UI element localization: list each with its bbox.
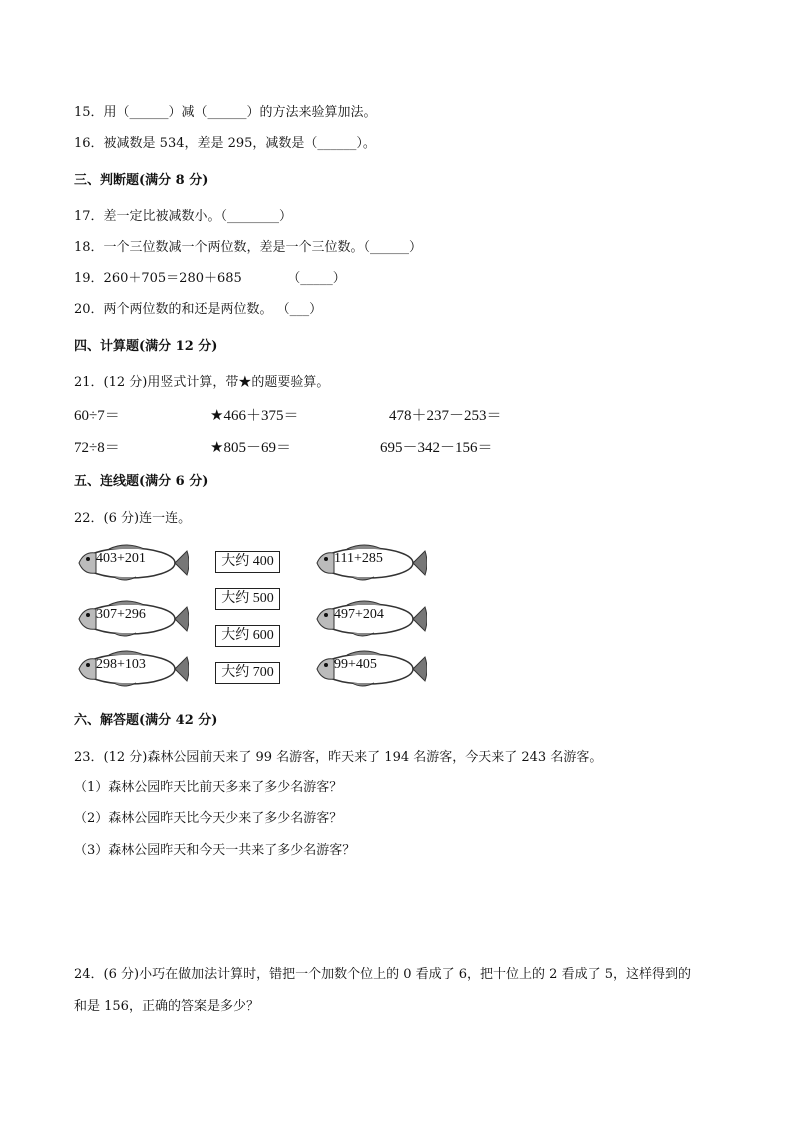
calc-item: 60÷7＝ [74, 408, 120, 424]
section-heading-matching: 五、连线题(满分 6 分) [74, 474, 209, 489]
calc-item: ★805－69＝ [210, 440, 291, 456]
fish-label: 111+285 [334, 551, 383, 566]
section-heading-judge: 三、判断题(满分 8 分) [74, 173, 209, 188]
estimate-box: 大约 600 [215, 625, 280, 647]
estimate-box: 大约 700 [215, 662, 280, 684]
question-23: 23．(12 分)森林公园前天来了 99 名游客，昨天来了 194 名游客，今天来了 243 名游客。 [74, 750, 603, 765]
question-24: 24．(6 分)小巧在做加法计算时，错把一个加数个位上的 0 看成了 6，把十位上的 2 看成了 5，这样得到的 [74, 967, 691, 982]
estimate-box: 大约 500 [215, 588, 280, 610]
calc-item: 695－342－156＝ [380, 440, 493, 456]
question-24-continued: 和是 156，正确的答案是多少？ [74, 999, 259, 1014]
fish-label: 403+201 [96, 551, 146, 566]
question-23-part-2: （2）森林公园昨天比今天少来了多少名游客？ [74, 811, 343, 826]
question-22: 22．(6 分)连一连。 [74, 511, 192, 526]
section-heading-answers: 六、解答题(满分 42 分) [74, 713, 218, 728]
question-18: 18．一个三位数减一个两位数，差是一个三位数。（______） [74, 240, 423, 255]
section-heading-calc: 四、计算题(满分 12 分) [74, 339, 218, 354]
fish-card [74, 543, 189, 583]
calc-item: ★466＋375＝ [210, 408, 299, 424]
fish-label: 307+296 [96, 607, 146, 622]
fish-label: 298+103 [96, 657, 146, 672]
question-16: 16．被减数是 534，差是 295，减数是（______）。 [74, 136, 376, 151]
fish-label: 497+204 [334, 607, 384, 622]
fish-label: 99+405 [334, 657, 377, 672]
question-17: 17．差一定比被减数小。（________） [74, 209, 293, 224]
calc-item: 478＋237－253＝ [389, 408, 502, 424]
fish-card [312, 649, 427, 689]
calc-item: 72÷8＝ [74, 440, 120, 456]
estimate-box: 大约 400 [215, 551, 280, 573]
question-19: 19．260＋705＝280＋685 （_____） [74, 271, 346, 286]
question-23-part-3: （3）森林公园昨天和今天一共来了多少名游客？ [74, 843, 356, 858]
question-23-part-1: （1）森林公园昨天比前天多来了多少名游客？ [74, 780, 343, 795]
fish-card [74, 599, 189, 639]
fish-card [312, 543, 427, 583]
fish-card [312, 599, 427, 639]
question-20: 20．两个两位数的和还是两位数。 （___） [74, 302, 323, 317]
fish-card [74, 649, 189, 689]
question-15: 15．用（______）减（______）的方法来验算加法。 [74, 105, 377, 120]
question-21: 21．(12 分)用竖式计算，带★的题要验算。 [74, 375, 330, 390]
